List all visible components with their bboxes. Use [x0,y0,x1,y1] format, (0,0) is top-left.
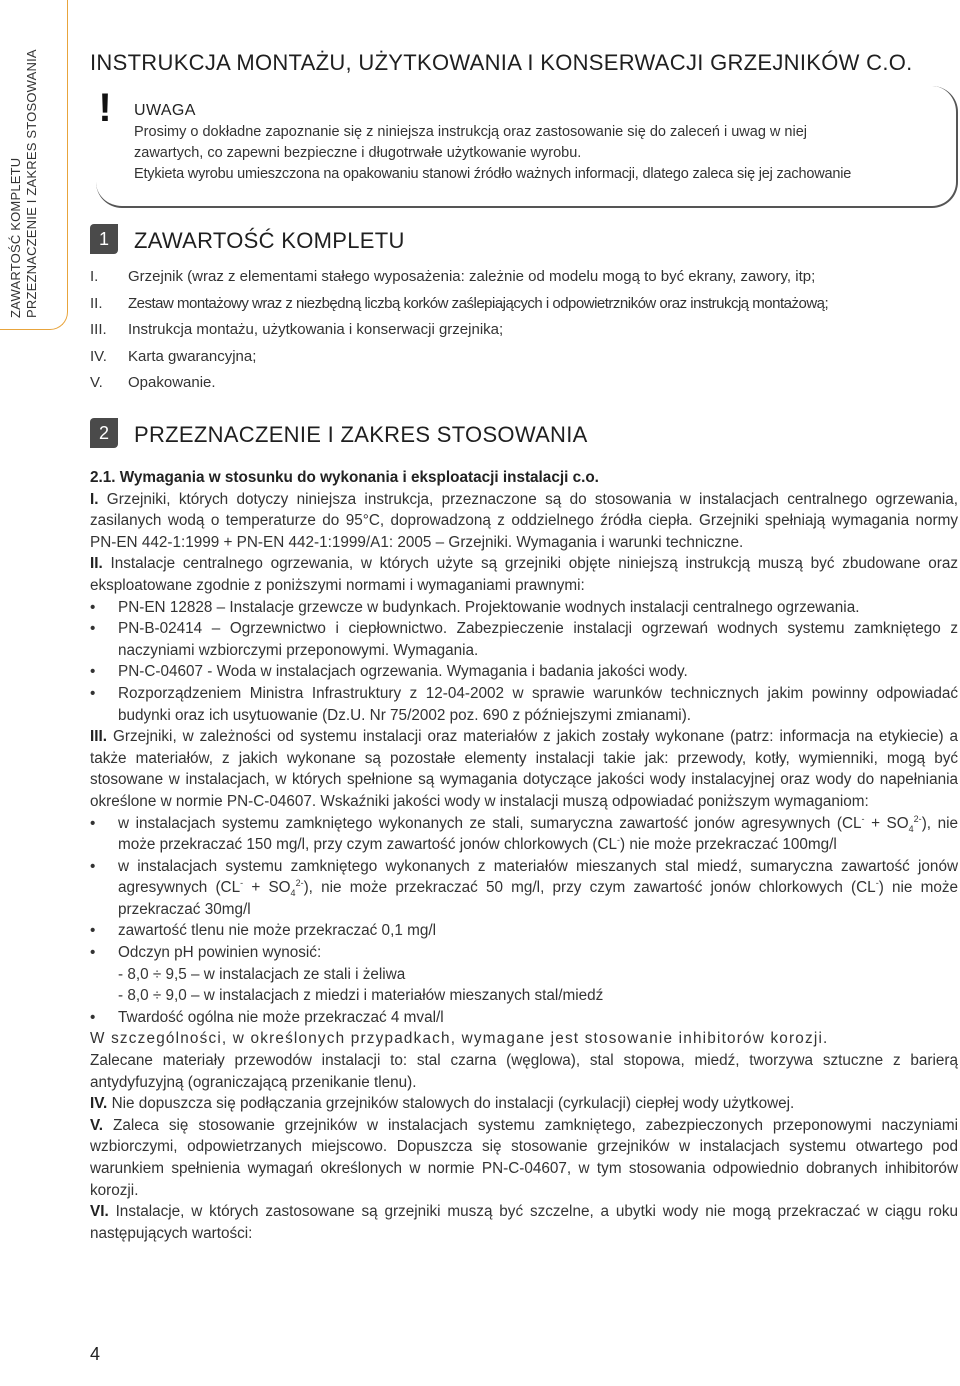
superscript: 2- [295,878,304,889]
side-tab-line2: PRZEZNACZENIE I ZAKRES STOSOWANIA [24,49,39,318]
section-number-badge: 2 [90,418,118,448]
list-item [90,344,950,371]
side-tab-line1: ZAWARTOŚĆ KOMPLETU [8,157,23,318]
warning-icon: ! [98,86,112,130]
list-item: • PN-C-04607 - Woda w instalacjach ogrzewania. Wymagania i badania jakości wody. [90,661,958,683]
paragraph [90,1201,958,1244]
subsection-heading: 2.1. Wymagania w stosunku do wykonania i eksploatacji instalacji c.o. [90,469,599,486]
contents-list [90,264,950,397]
section-number-badge: 1 [90,224,118,254]
roman-numeral: VI. [90,1203,109,1221]
list-item [90,317,950,344]
section-title: ZAWARTOŚĆ KOMPLETU [134,228,405,253]
text-fragment: ) nie może przekraczać 100mg/l [620,836,837,854]
list-item [90,264,950,291]
list-item-text: Karta gwarancyjna; [128,347,257,365]
warning-line: Prosimy o dokładne zapoznanie się z niniejsza instrukcją oraz zastosowanie się do zaleceń i uwag w niej [134,124,807,140]
superscript: 2- [913,813,922,824]
paragraph-text: Nie dopuszcza się podłączania grzejników stalowych do instalacji (cyrkulacji) ciepłej wody użytkowej. [111,1095,795,1113]
paragraph [90,1115,958,1201]
list-item [90,291,950,318]
list-item: • Twardość ogólna nie może przekraczać 4 mval/l [90,1007,958,1029]
paragraph-text: Instalacje, w których zastosowane są grzejniki muszą być szczelne, a ubytki wody nie mogą przekraczać w ciągu roku następujących wartości: [90,1203,959,1242]
text-fragment: w instalacjach systemu zamkniętego wykonanych ze stali, sumaryczna zawartość jonów agresywnych (CL [118,814,862,832]
list-item: • PN-EN 12828 – Instalacje grzewcze w budynkach. Projektowanie wodnych instalacji centralnego ogrzewania. [90,597,958,619]
list-item: • Odczyn pH powinien wynosić: [90,942,958,964]
paragraph [90,553,958,596]
list-item-text: Grzejnik (wraz z elementami stałego wyposażenia: zależnie od modelu mogą to być ekrany, zawory, itp; [128,268,816,285]
text-fragment: w instalacjach systemu zamkniętego wykonanych z materiałów mieszanych stal miedź, sumaryczna zawartość jonów agresywnych (CL [118,857,958,897]
superscript: - [861,813,865,824]
section-title: PRZEZNACZENIE I ZAKRES STOSOWANIA [134,422,588,447]
list-item: • zawartość tlenu nie może przekraczać 0,1 mg/l [90,920,958,942]
list-item-text: Opakowanie. [128,374,216,391]
roman-numeral: III. [90,728,107,746]
list-item-number: I. [90,268,99,285]
warning-line: zawartych, co zapewni bezpieczne i długotrwałe użytkowanie wyrobu. [134,145,582,161]
paragraph [90,1093,958,1115]
list-item-number: IV. [90,347,107,365]
list-item [90,813,958,856]
section-body [90,467,958,1244]
warning-text [134,122,934,185]
superscript: - [617,835,621,845]
roman-numeral: V. [90,1116,104,1134]
side-tab-text [8,0,40,318]
list-item-text: Instrukcja montażu, użytkowania i konserwacji grzejnika; [128,321,504,338]
text-fragment: ), nie może przekraczać 50 mg/l, przy czym zawartość jonów chlorkowych (CL [303,879,876,897]
warning-line: Etykieta wyrobu umieszczona na opakowaniu stanowi źródło ważnych informacji, dlatego zaleca się jej zachowanie [134,166,852,182]
superscript: - [240,878,244,889]
list-item-text: Zestaw montażowy wraz z niezbędną liczbą korków zaślepiających i odpowietrzników oraz instrukcją montażową; [128,294,829,312]
superscript: - [875,878,879,889]
subscript: 4 [908,823,914,834]
paragraph-text: Grzejniki, których dotyczy niniejsza instrukcja, przeznaczone są do stosowania w instalacjach centralnego ogrzewania, zasilanych wodą o temperaturze do 95°C, doprowadzoną z oddzielnego źródła ciepła. Grzejniki spełniają wymagania normy PN-EN 442-1:1999 + PN-EN 442-1:1999/A1: 2005 – Grzejniki. Wymagania i warunki techniczne. [90,490,958,551]
paragraph: W szczególności, w określonych przypadkach, wymagane jest stosowanie inhibitorów korozji. [90,1030,829,1048]
list-item: • Rozporządzeniem Ministra Infrastruktury z 12-04-2002 w sprawie warunków technicznych jakim powinny odpowiadać budynki oraz ich usytuowanie (Dz.U. Nr 75/2002 poz. 690 z późniejszymi zmianami). [90,683,958,726]
text-fragment: + SO [243,879,291,897]
paragraph: Zalecane materiały przewodów instalacji to: stal czarna (węglowa), stal stopowa, miedź, tworzywa sztuczne z barierą antydyfuzyjną (ograniczającą przenikanie tlenu). [90,1052,958,1091]
list-item [90,856,958,921]
text-fragment: + SO [864,814,909,832]
text-fragment: ) nie może przekraczać 30mg/l [118,879,958,918]
paragraph-text: Grzejniki, w zależności od systemu instalacji oraz materiałów z jakich zostały wykonane (patrz: informacja na etykiecie) a także materiałów, z jakich wykonane są pozostałe elementy instalacji takie jak: przewody, kotły, wymienniki, mogą być stosowane w instalacjach, w których spełnione są wymagania dotyczące jakości wody instalacyjnej oraz wody do napełniania określone w normie PN-C-04607. Wskaźniki jakości wody w instalacji muszą odpowiadać poniższym wymaganiom: [90,728,958,810]
paragraph [90,726,958,812]
page-title: INSTRUKCJA MONTAŻU, UŻYTKOWANIA I KONSERWACJI GRZEJNIKÓW C.O. [90,50,913,75]
list-item: • PN-B-02414 – Ogrzewnictwo i ciepłownictwo. Zabezpieczenie instalacji ogrzewań wodnych systemu zamkniętego z naczyniami wzbiorczymi przeponowymi. Wymagania. [90,618,958,661]
warning-heading: UWAGA [134,102,196,119]
paragraph [90,489,958,554]
list-item-number: II. [90,294,103,312]
list-item-number: III. [90,321,107,338]
page-number: 4 [90,1344,101,1364]
roman-numeral: IV. [90,1095,108,1113]
text-fragment: ), nie może przekraczać 150 mg/l, przy czym zawartość jonów chlorkowych (CL [118,814,958,854]
list-item-number: V. [90,374,103,391]
list-subitem: - 8,0 ÷ 9,0 – w instalacjach z miedzi i materiałów mieszanych stal/miedź [118,987,604,1005]
list-subitem: - 8,0 ÷ 9,5 – w instalacjach ze stali i żeliwa [118,965,406,983]
roman-numeral: II. [90,555,103,573]
list-item [90,370,950,397]
paragraph-text: Zaleca się stosowanie grzejników w instalacjach systemu zamkniętego, zabezpieczonych przeponowymi naczyniami wzbiorczymi, odpowietrzanych miejscowo. Dopuszcza się stosowanie grzejników w instalacjach systemu otwartego pod warunkiem spełnienia wymagań określonych w normie PN-C-04607, w tym stosowania odpowiednio dobranych inhibitorów korozji. [90,1116,959,1199]
paragraph-text: Instalacje centralnego ogrzewania, w których użyte są grzejniki objęte niniejszą instrukcją muszą być zbudowane oraz eksploatowane zgodnie z poniższymi normami i wymaganiami prawnymi: [90,555,958,594]
subscript: 4 [290,888,296,899]
roman-numeral: I. [90,490,99,508]
